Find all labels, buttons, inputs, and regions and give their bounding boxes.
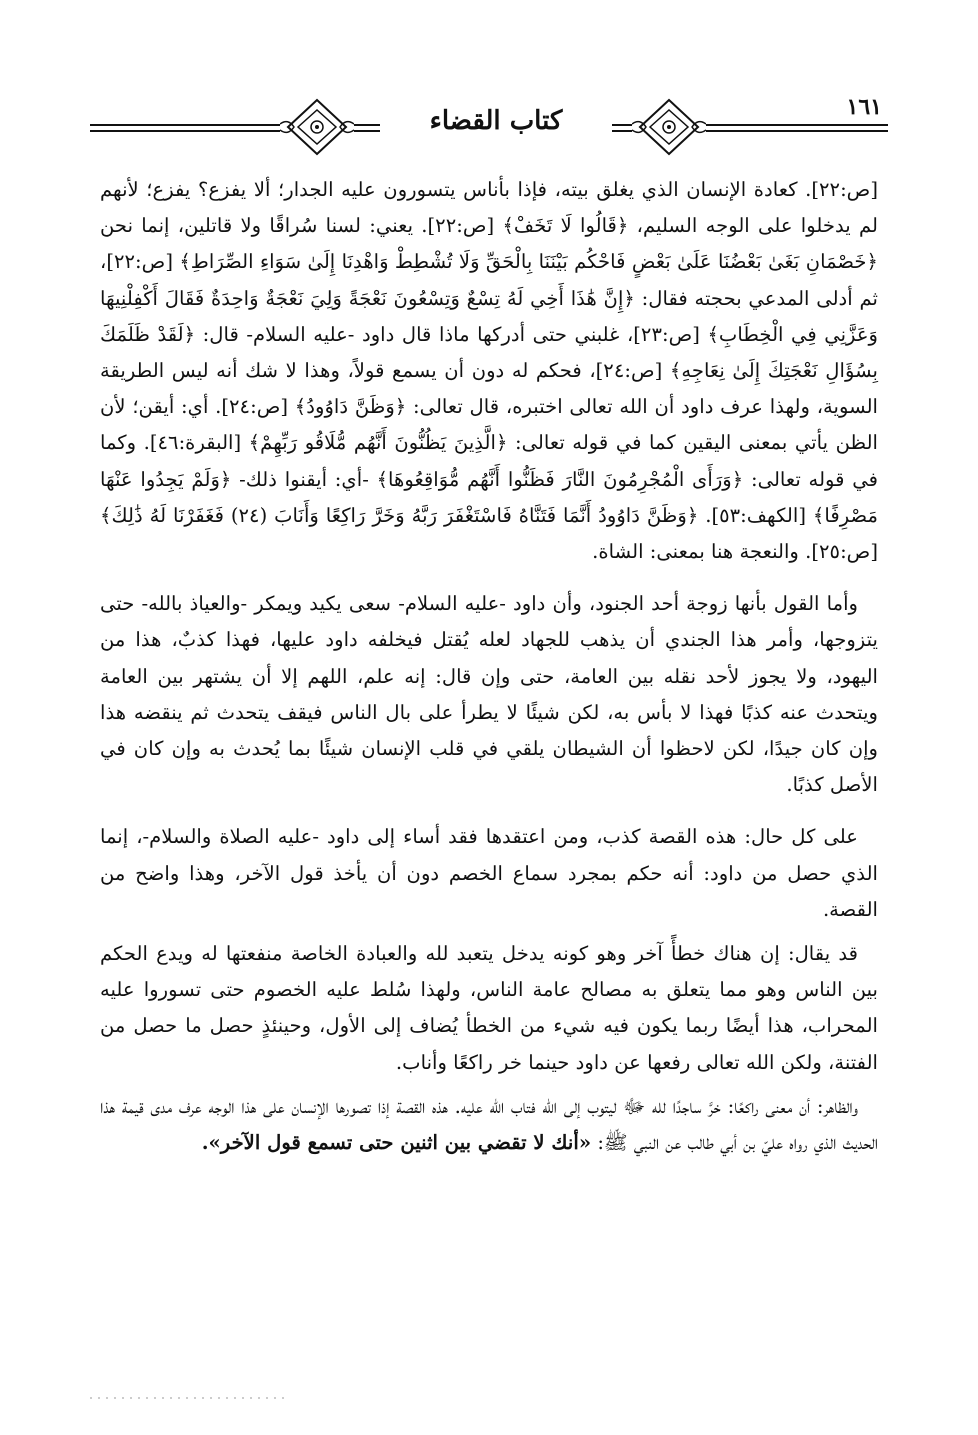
ornament-icon <box>280 94 354 160</box>
page-number: ١٦١ <box>846 94 882 120</box>
hadith-quote: «أنك لا تقضي بين اثنين حتى تسمع قول الآخر». <box>201 1131 592 1155</box>
ornament-icon <box>632 94 706 160</box>
paragraph: على كل حال: هذه القصة كذب، ومن اعتقدها فقد أساء إلى داود -عليه الصلاة والسلام-، إنما الذي حصل من داود: أنه حكم بمجرد سماع الخصم دون أن يأخذ قول الآخر، وهذا واضح من القصة. <box>100 825 878 921</box>
paragraph: [ص:٢٢]. كعادة الإنسان الذي يغلق بيته، فإذا بأناس يتسورون عليه الجدار؛ ألا يفزع؟ يفزع؛ لأنهم لم يدخلوا على الوجه السليم، ﴿قَالُوا لَا تَخَفْ﴾ [ص:٢٢]. يعني: لسنا سُراقًا ولا قاتلين، إنما نحن ﴿خَصْمَانِ بَغَىٰ بَعْضُنَا عَلَىٰ بَعْضٍ فَاحْكُم بَيْنَنَا بِالْحَقِّ وَلَا تُشْطِطْ وَاهْدِنَا إِلَىٰ سَوَاءِ الصِّرَاطِ﴾ [ص:٢٢]، ثم أدلى المدعي بحجته فقال: ﴿إِنَّ هَٰذَا أَخِي لَهُ تِسْعٌ وَتِسْعُونَ نَعْجَةً وَلِيَ نَعْجَةٌ وَاحِدَةٌ فَقَالَ أَكْفِلْنِيهَا وَعَزَّنِي فِي الْخِطَابِ﴾ [ص:٢٣]، غلبني حتى أدركها ماذا قال داود -عليه السلام- قال: ﴿لَقَدْ ظَلَمَكَ بِسُؤَالِ نَعْجَتِكَ إِلَىٰ نِعَاجِهِ﴾ [ص:٢٤]، فحكم له دون أن يسمع قولاً، وهذا لا شك أنه ليس الطريقة السوية، ولهذا عرف داود أن الله تعالى اختبره، قال تعالى: ﴿وَظَنَّ دَاوُودُ﴾ [ص:٢٤]. أي: أيقن؛ لأن الظن يأتي بمعنى اليقين كما في قوله تعالى: ﴿الَّذِينَ يَظُنُّونَ أَنَّهُم مُّلَاقُو رَبِّهِمْ﴾ [البقرة:٤٦]. وكما في قوله تعالى: ﴿وَرَأَى الْمُجْرِمُونَ النَّارَ فَظَنُّوا أَنَّهُم مُّوَاقِعُوهَا﴾ -أي: أيقنوا ذلك- ﴿وَلَمْ يَجِدُوا عَنْهَا مَصْرِفًا﴾ [الكهف:٥٣]. ﴿وَظَنَّ دَاوُودُ أَنَّمَا فَتَنَّاهُ فَاسْتَغْفَرَ رَبَّهُ وَخَرَّ رَاكِعًا وَأَنَابَ (٢٤) فَغَفَرْنَا لَهُ ذَٰلِكَ﴾ [ص:٢٥]. والنعجة هنا بمعنى: الشاة. <box>100 178 879 564</box>
paragraph: وأما القول بأنها زوجة أحد الجنود، وأن داود -عليه السلام- سعى يكيد ويمكر -والعياذ بالله- حتى يتزوجها، وأمر هذا الجندي أن يذهب للجهاد لعله يُقتل فيخلفه داود عليها، فهذا كذبٌ، هذا من اليهود، ولا يجوز لأحد نقله بين العامة، حتى وإن قال: إنه علم، اللهم إلا أن يشتهر بين العامة ويتحدث عنه كذبًا فهذا لا بأس به، لكن شيئًا لا يطرأ على بال الناس فيقف يتحدث ثم ينقضه هذا وإن كان جيدًا، لكن لاحظوا أن الشيطان يلقي في قلب الإنسان شيئًا بما يُحدث به وإن كان في الأصل كذبًا. <box>100 592 878 797</box>
paragraph: قد يقال: إن هناك خطأً آخر وهو كونه يدخل يتعبد لله والعبادة الخاصة منفعتها له ويدع الحكم بين الناس وهو مما يتعلق به مصالح عامة الناس، ولهذا سُلط عليه الخصوم حتى تسوروا عليه المحراب، هذا أيضًا ربما يكون فيه شيء من الخطأ يُضاف إلى الأول، وحينئذٍ حصل ما حصل من الفتنة، ولكن الله تعالى رفعها عن داود حينما خر راكعًا وأناب. <box>100 942 878 1074</box>
paragraph-text: والظاهر: أن معنى راكعًا: خرَّ ساجدًا لله ﷻ ليتوب إلى الله فتاب الله عليه. هذه القصة إذا تصورها الإنسان على هذا الوجه عرف مدى قيمة هذا الحديث الذي رواه عليّ بن أبي طالب عن النبي ﷺ: <box>100 1094 878 1155</box>
footer-mark <box>90 1392 310 1405</box>
page-header <box>90 92 888 162</box>
book-title: كتاب القضاء <box>380 106 612 136</box>
page-body <box>100 172 878 1169</box>
paragraph <box>100 1089 878 1161</box>
